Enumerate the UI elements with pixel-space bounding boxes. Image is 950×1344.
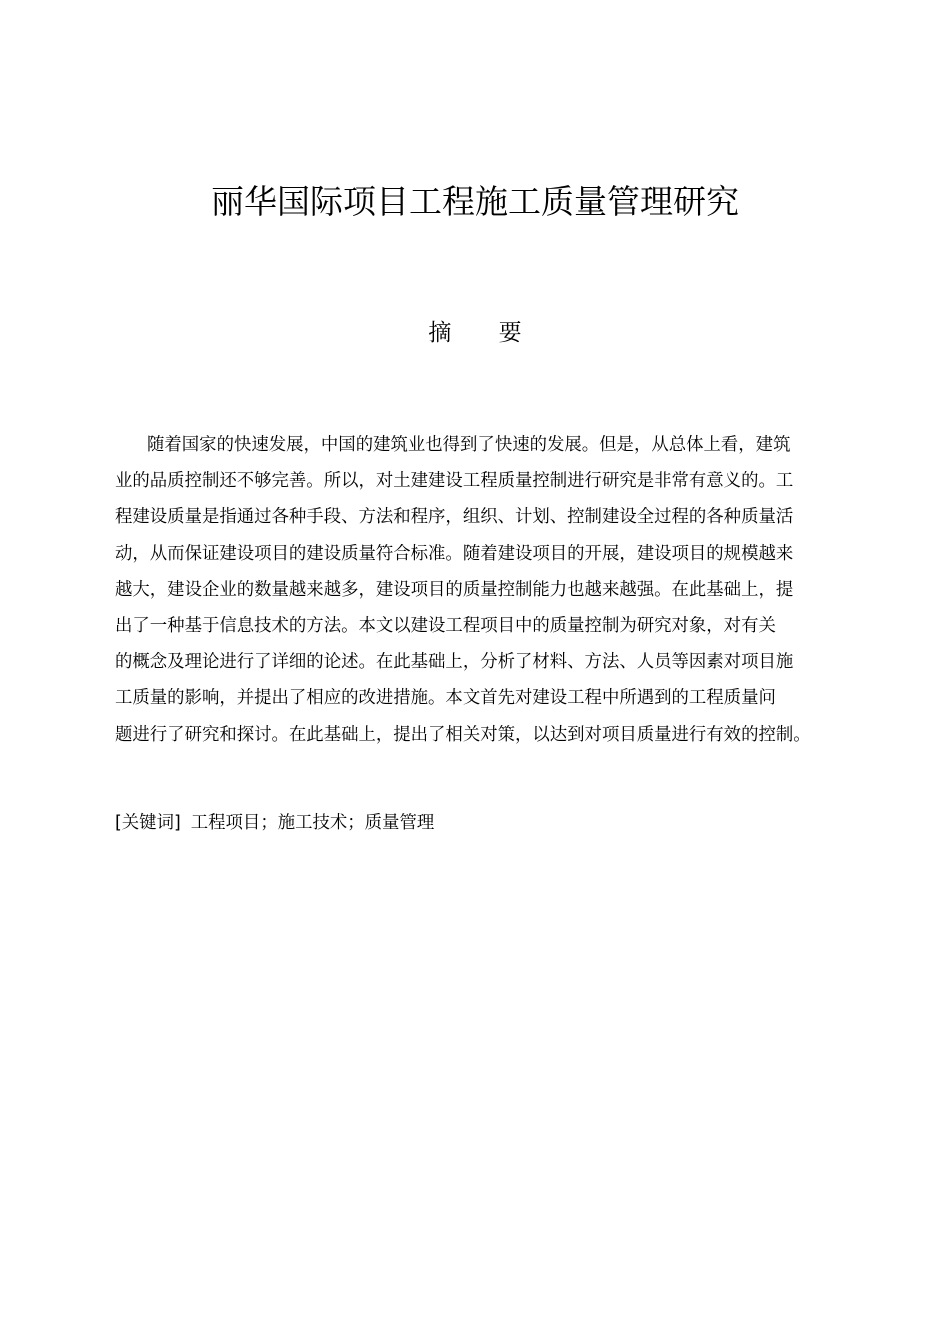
abstract-heading [0,316,950,350]
paper-title: 丽华国际项目工程施工质量管理研究 [211,182,739,221]
abstract-line: 动，从而保证建设项目的建设质量符合标准。随着建设项目的开展，建设项目的规模越来 [115,543,794,564]
abstract-heading-text: 摘 要 [428,320,522,346]
abstract-line: 业的品质控制还不够完善。所以，对土建建设工程质量控制进行研究是非常有意义的。工 [115,471,794,492]
abstract-line: 随着国家的快速发展，中国的建筑业也得到了快速的发展。但是，从总体上看，建筑 [147,435,791,455]
abstract-line: 工质量的影响，并提出了相应的改进措施。本文首先对建设工程中所遇到的工程质量问 [115,688,776,709]
abstract-line: 题进行了研究和探讨。在此基础上，提出了相关对策，以达到对项目质量进行有效的控制。 [115,724,811,745]
keywords-label: [关键词] [115,813,181,833]
abstract-line: 越大，建设企业的数量越来越多，建设项目的质量控制能力也越来越强。在此基础上，提 [115,579,794,600]
keywords [115,806,840,840]
abstract-line: 出了一种基于信息技术的方法。本文以建设工程项目中的质量控制为研究对象，对有关 [115,616,776,637]
abstract-line: 程建设质量是指通过各种手段、方法和程序，组织、计划、控制建设全过程的各种质量活 [115,507,794,528]
keywords-text: 工程项目；施工技术；质量管理 [190,813,435,833]
abstract-line: 的概念及理论进行了详细的论述。在此基础上，分析了材料、方法、人员等因素对项目施 [115,652,794,673]
abstract-body [115,427,840,753]
